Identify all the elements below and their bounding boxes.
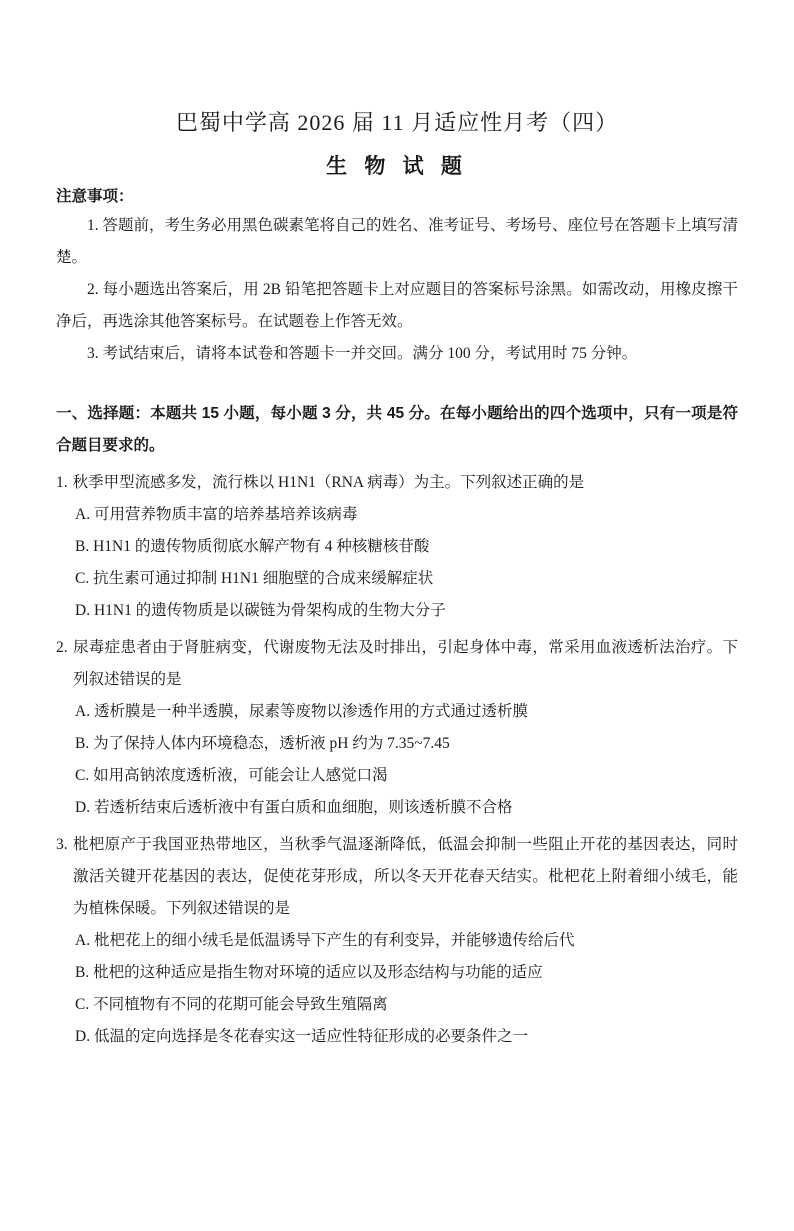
question-3-option-b: B. 枇杷的这种适应是指生物对环境的适应以及形态结构与功能的适应 (75, 964, 543, 981)
question-2-stem (56, 632, 738, 696)
exam-page (0, 108, 794, 1231)
question-3-option-a: A. 枇杷花上的细小绒毛是低温诱导下产生的有利变异，并能够遗传给后代 (75, 932, 575, 949)
section-heading-multiple-choice: 一、选择题：本题共 15 小题，每小题 3 分，共 45 分。在每小题给出的四个选项中，只有一项是符合题目要求的。 (56, 405, 738, 454)
question-3-number: 3. (56, 836, 68, 853)
notice-item-2: 2. 每小题选出答案后，用 2B 铅笔把答题卡上对应题目的答案标号涂黑。如需改动，用橡皮擦干净后，再选涂其他答案标号。在试题卷上作答无效。 (56, 281, 738, 330)
question-3-option-d: D. 低温的定向选择是冬花春实这一适应性特征形成的必要条件之一 (75, 1028, 528, 1045)
paper-subject-title: 生 物 试 题 (326, 154, 468, 178)
question-3-stem-text: 枇杷原产于我国亚热带地区，当秋季气温逐渐降低，低温会抑制一些阻止开花的基因表达，同时激活关键开花基因的表达，促使花芽形成，所以冬天开花春天结实。枇杷花上附着细小绒毛，能为植株保暖。下列叙述错误的是 (72, 836, 738, 917)
question-1-stem-text: 秋季甲型流感多发，流行株以 H1N1（RNA 病毒）为主。下列叙述正确的是 (72, 474, 585, 491)
question-3 (56, 829, 738, 1053)
question-1-option-d: D. H1N1 的遗传物质是以碳链为骨架构成的生物大分子 (75, 602, 446, 619)
question-1-option-a: A. 可用营养物质丰富的培养基培养该病毒 (75, 506, 358, 523)
notice-item-3: 3. 考试结束后，请将本试卷和答题卡一并交回。满分 100 分，考试用时 75 分钟。 (87, 345, 638, 362)
question-2-option-c: C. 如用高钠浓度透析液，可能会让人感觉口渴 (75, 767, 388, 784)
question-2-option-a: A. 透析膜是一种半透膜，尿素等废物以渗透作用的方式通过透析膜 (75, 703, 528, 720)
question-2-number: 2. (56, 639, 68, 656)
question-3-option-c: C. 不同植物有不同的花期可能会导致生殖隔离 (75, 996, 388, 1013)
question-2 (56, 632, 738, 824)
question-1-number: 1. (56, 474, 68, 491)
notice-item-1: 1. 答题前，考生务必用黑色碳素笔将自己的姓名、准考证号、考场号、座位号在答题卡上填写清楚。 (56, 217, 739, 266)
notice-section (56, 184, 738, 370)
question-1-stem (56, 467, 738, 499)
exam-title: 巴蜀中学高 2026 届 11 月适应性月考（四） (175, 110, 619, 135)
question-1 (56, 467, 738, 627)
question-1-option-b: B. H1N1 的遗传物质彻底水解产物有 4 种核糖核苷酸 (75, 538, 430, 555)
question-3-stem (56, 829, 738, 925)
question-1-option-c: C. 抗生素可通过抑制 H1N1 细胞壁的合成来缓解症状 (75, 570, 434, 587)
question-2-stem-text: 尿毒症患者由于肾脏病变，代谢废物无法及时排出，引起身体中毒，常采用血液透析法治疗。下列叙述错误的是 (72, 639, 738, 688)
notice-heading: 注意事项： (56, 188, 134, 205)
question-2-option-d: D. 若透析结束后透析液中有蛋白质和血细胞，则该透析膜不合格 (75, 799, 513, 816)
question-2-option-b: B. 为了保持人体内环境稳态，透析液 pH 约为 7.35~7.45 (75, 735, 450, 752)
